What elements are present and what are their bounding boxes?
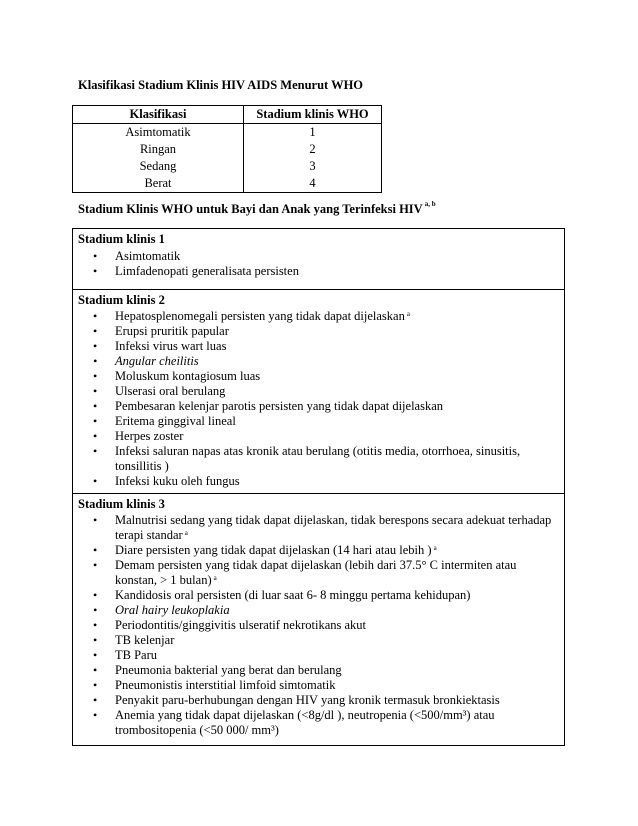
list-item-text: TB kelenjar bbox=[115, 633, 175, 647]
list-item bbox=[73, 663, 560, 678]
table-header-row bbox=[73, 106, 382, 124]
footnote-marker: a bbox=[213, 574, 217, 582]
list-item bbox=[73, 513, 560, 543]
list-item-text: Pembesaran kelenjar parotis persisten yang tidak dapat dijelaskan bbox=[115, 399, 444, 413]
list-item-text: Pneumonia bakterial yang berat dan berulang bbox=[115, 663, 342, 677]
list-item bbox=[73, 264, 560, 279]
list-item-text: Hepatosplenomegali persisten yang tidak dapat dijelaskan bbox=[115, 309, 405, 323]
divider bbox=[73, 493, 564, 494]
list-item bbox=[73, 324, 560, 339]
table-cell: 4 bbox=[244, 175, 382, 193]
list-item bbox=[73, 708, 560, 738]
footnote-marker: a bbox=[433, 544, 437, 552]
table-cell: 1 bbox=[244, 124, 382, 142]
classification-table bbox=[72, 105, 382, 193]
stage-2-list bbox=[73, 309, 560, 489]
list-item-text: Kandidosis oral persisten (di luar saat 6- 8 minggu pertama kehidupan) bbox=[115, 588, 471, 602]
list-item bbox=[73, 354, 560, 369]
list-item bbox=[73, 309, 560, 324]
table-cell: Ringan bbox=[73, 141, 244, 158]
list-item bbox=[73, 648, 560, 663]
classification-title: Klasifikasi Stadium Klinis HIV AIDS Menurut WHO bbox=[78, 78, 364, 92]
list-item bbox=[73, 384, 560, 399]
table-cell: 3 bbox=[244, 158, 382, 175]
list-item-text: Herpes zoster bbox=[115, 429, 184, 443]
stage-section-title bbox=[78, 202, 436, 217]
list-item bbox=[73, 678, 560, 693]
stage-3-list bbox=[73, 513, 560, 738]
list-item-text: Ulserasi oral berulang bbox=[115, 384, 226, 398]
stage-3-title: Stadium klinis 3 bbox=[78, 497, 165, 511]
table-row bbox=[73, 141, 382, 158]
table-cell: 2 bbox=[244, 141, 382, 158]
list-item-text: Erupsi pruritik papular bbox=[115, 324, 229, 338]
list-item bbox=[73, 558, 560, 588]
list-item-text: Anemia yang tidak dapat dijelaskan (<8g/dl ), neutropenia (<500/mm³) atau trombositopenia (<50 000/ mm³) bbox=[115, 708, 495, 737]
table-row bbox=[73, 158, 382, 175]
list-item bbox=[73, 588, 560, 603]
list-item bbox=[73, 444, 560, 474]
list-item-text: Penyakit paru-berhubungan dengan HIV yang kronik termasuk bronkiektasis bbox=[115, 693, 500, 707]
list-item-text: Asimtomatik bbox=[115, 249, 181, 263]
list-item-text: Periodontitis/ginggivitis ulseratif nekrotikans akut bbox=[115, 618, 367, 632]
list-item bbox=[73, 618, 560, 633]
list-item-text: Diare persisten yang tidak dapat dijelaskan (14 hari atau lebih ) bbox=[115, 543, 432, 557]
list-item-text: Infeksi virus wart luas bbox=[115, 339, 227, 353]
table-cell: Asimtomatik bbox=[73, 124, 244, 142]
list-item-text: Moluskum kontagiosum luas bbox=[115, 369, 261, 383]
stage-2-title: Stadium klinis 2 bbox=[78, 293, 165, 307]
list-item-text: Limfadenopati generalisata persisten bbox=[115, 264, 299, 278]
list-item bbox=[73, 693, 560, 708]
list-item-text: Malnutrisi sedang yang tidak dapat dijelaskan, tidak berespons secara adekuat terhadap terapi standar bbox=[115, 513, 552, 542]
list-item-text: TB Paru bbox=[115, 648, 158, 662]
stage-section-title-text: Stadium Klinis WHO untuk Bayi dan Anak yang Terinfeksi HIV bbox=[78, 202, 423, 216]
list-item bbox=[73, 249, 560, 264]
list-item bbox=[73, 414, 560, 429]
list-item bbox=[73, 429, 560, 444]
footnote-marker: a, b bbox=[424, 200, 436, 208]
list-item bbox=[73, 543, 560, 558]
footnote-marker: a bbox=[184, 529, 188, 537]
column-header-klasifikasi: Klasifikasi bbox=[73, 106, 244, 124]
stage-table bbox=[72, 228, 565, 746]
list-item-text: Pneumonistis interstitial limfoid simtomatik bbox=[115, 678, 336, 692]
stage-1-title: Stadium klinis 1 bbox=[78, 232, 165, 246]
column-header-stadium: Stadium klinis WHO bbox=[244, 106, 382, 124]
list-item-text: Angular cheilitis bbox=[115, 354, 199, 368]
list-item bbox=[73, 399, 560, 414]
list-item-text: Infeksi saluran napas atas kronik atau berulang (otitis media, otorrhoea, sinusitis, tonsillitis ) bbox=[115, 444, 521, 473]
footnote-marker: a bbox=[406, 310, 410, 318]
list-item bbox=[73, 603, 560, 618]
table-cell: Sedang bbox=[73, 158, 244, 175]
table-cell: Berat bbox=[73, 175, 244, 193]
list-item bbox=[73, 633, 560, 648]
list-item-text: Eritema ginggival lineal bbox=[115, 414, 236, 428]
stage-1-list bbox=[73, 249, 560, 279]
list-item bbox=[73, 339, 560, 354]
table-row bbox=[73, 175, 382, 193]
list-item bbox=[73, 474, 560, 489]
list-item-text: Demam persisten yang tidak dapat dijelaskan (lebih dari 37.5° C intermiten atau konstan, > 1 bulan) bbox=[115, 558, 517, 587]
list-item-text: Infeksi kuku oleh fungus bbox=[115, 474, 240, 488]
divider bbox=[73, 289, 564, 290]
list-item-text: Oral hairy leukoplakia bbox=[115, 603, 230, 617]
list-item bbox=[73, 369, 560, 384]
table-row bbox=[73, 124, 382, 142]
